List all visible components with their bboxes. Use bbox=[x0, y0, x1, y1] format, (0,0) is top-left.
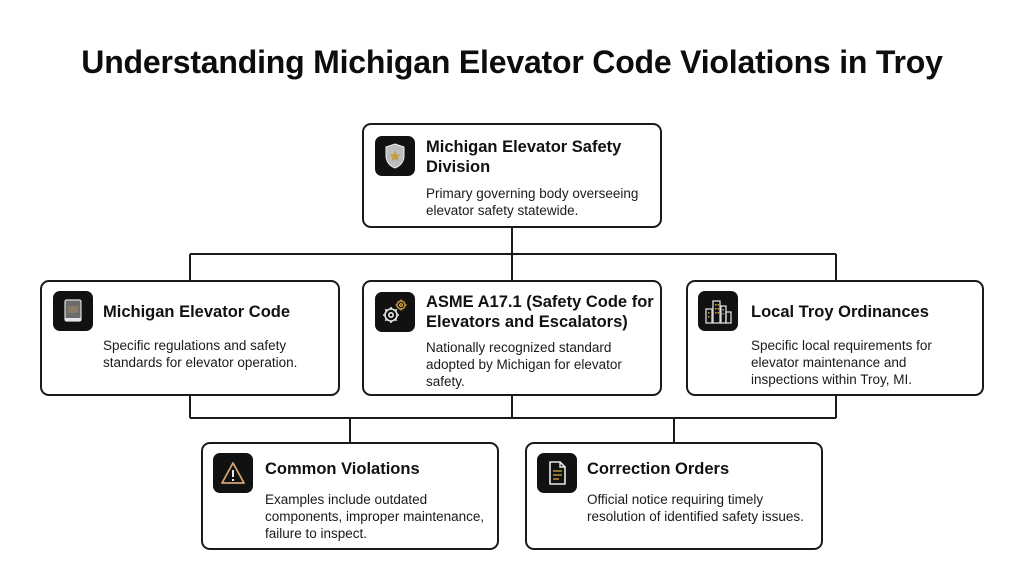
node-asme-standard bbox=[362, 280, 662, 396]
node-description: Specific regulations and safety standards for elevator operation. bbox=[103, 338, 298, 370]
node-title: Michigan Elevator Code bbox=[103, 303, 291, 321]
node-description: Official notice requiring timely resolution of identified safety issues. bbox=[587, 492, 804, 524]
node-description: Primary governing body overseeing elevator safety statewide. bbox=[426, 186, 639, 218]
document-icon bbox=[537, 453, 577, 493]
node-title: Local Troy Ordinances bbox=[751, 303, 929, 321]
page-title: Understanding Michigan Elevator Code Violations in Troy bbox=[81, 44, 943, 80]
node-title: Michigan Elevator Safety Division bbox=[426, 138, 622, 176]
node-description: Examples include outdated components, improper maintenance, failure to inspect. bbox=[265, 492, 485, 541]
node-description: Nationally recognized standard adopted by Michigan for elevator safety. bbox=[426, 340, 622, 389]
police-badge-icon bbox=[375, 136, 415, 176]
warning-triangle-icon bbox=[213, 453, 253, 493]
code-book-icon bbox=[53, 291, 93, 331]
gears-icon bbox=[375, 292, 415, 332]
node-safety-division bbox=[362, 123, 662, 228]
city-buildings-icon bbox=[698, 291, 738, 331]
node-title: Correction Orders bbox=[587, 460, 730, 478]
node-title: ASME A17.1 (Safety Code for Elevators and Escalators) bbox=[426, 293, 654, 331]
node-correction-orders bbox=[525, 442, 823, 550]
node-troy-ordinances bbox=[686, 280, 984, 396]
node-common-violations bbox=[201, 442, 499, 550]
node-description: Specific local requirements for elevator maintenance and inspections within Troy, MI. bbox=[751, 338, 932, 387]
node-elevator-code bbox=[40, 280, 340, 396]
node-title: Common Violations bbox=[265, 460, 420, 478]
